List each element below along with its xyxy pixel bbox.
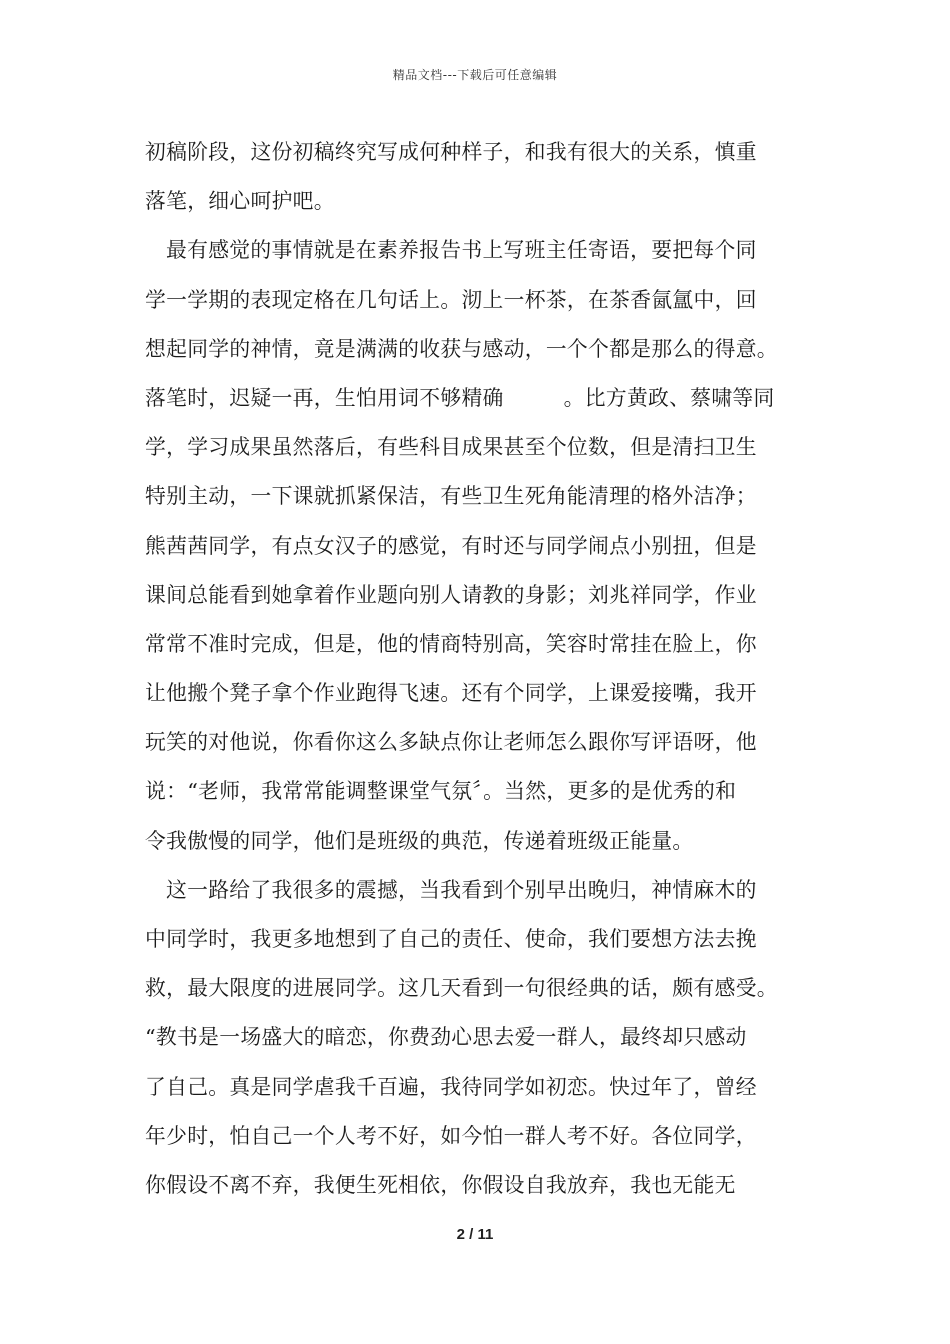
text-line: 让他搬个凳子拿个作业跑得飞速。还有个同学，上课爱接嘴，我开 <box>145 681 757 706</box>
text-line: 中同学时，我更多地想到了自己的责任、使命，我们要想方法去挽 <box>145 927 757 951</box>
text-line: 想起同学的神情，竟是满满的收获与感动，一个个都是那么的得意。 <box>145 336 778 361</box>
text-segment: 落笔时，迟疑一再，生怕用词不够精确 <box>145 385 504 410</box>
text-line: 课间总能看到她拿着作业题向别人请教的身影；刘兆祥同学，作业 <box>145 582 757 607</box>
text-line: 学一学期的表现定格在几句话上。沏上一杯茶，在茶香氤氲中，回 <box>145 287 757 312</box>
text-line: 落笔，细心呵护吧。 <box>145 189 335 214</box>
text-line: 了自己。真是同学虐我千百遍，我待同学如初恋。快过年了，曾经 <box>145 1074 757 1099</box>
page-header: 精品文档---下载后可任意编辑 <box>392 68 558 82</box>
text-segment: 。比方黄政、蔡啸等同 <box>563 385 775 410</box>
text-line: 特别主动，一下课就抓紧保洁，有些卫生死角能清理的格外洁净； <box>145 484 757 509</box>
text-line: 学，学习成果虽然落后，有些科目成果甚至个位数，但是清扫卫生 <box>145 435 757 460</box>
text-line: 熊茜茜同学，有点女汉子的感觉，有时还与同学闹点小别扭，但是 <box>145 533 757 558</box>
text-line: 你假设不离不弃，我便生死相依，你假设自我放弃，我也无能无 <box>145 1172 736 1197</box>
text-line <box>145 374 810 423</box>
document-body <box>145 128 810 1210</box>
text-line: 年少时，怕自己一个人考不好，如今怕一群人考不好。各位同学， <box>145 1123 757 1148</box>
page-number: 2 / 11 <box>456 1226 494 1243</box>
text-line: 初稿阶段，这份初稿终究写成何种样子，和我有很大的关系，慎重 <box>145 140 757 164</box>
text-line: 救，最大限度的进展同学。这几天看到一句很经典的话，颇有感受。 <box>145 976 778 1001</box>
text-line: “教书是一场盛大的暗恋，你费劲心思去爱一群人，最终却只感动 <box>145 1025 747 1050</box>
paragraph-start-line: 这一路给了我很多的震撼，当我看到个别早出晚归，神情麻木的 <box>166 877 757 902</box>
paragraph-start-line: 最有感觉的事情就是在素养报告书上写班主任寄语，要把每个同 <box>166 238 757 263</box>
text-line: 常常不准时完成，但是，他的情商特别高，笑容时常挂在脸上，你 <box>145 631 757 656</box>
text-line: 说：“老师，我常常能调整课堂气氛〞。当然，更多的是优秀的和 <box>145 779 737 804</box>
text-line: 玩笑的对他说，你看你这么多缺点你让老师怎么跟你写评语呀，他 <box>145 730 757 755</box>
text-line: 令我傲慢的同学，他们是班级的典范，传递着班级正能量。 <box>145 828 694 853</box>
